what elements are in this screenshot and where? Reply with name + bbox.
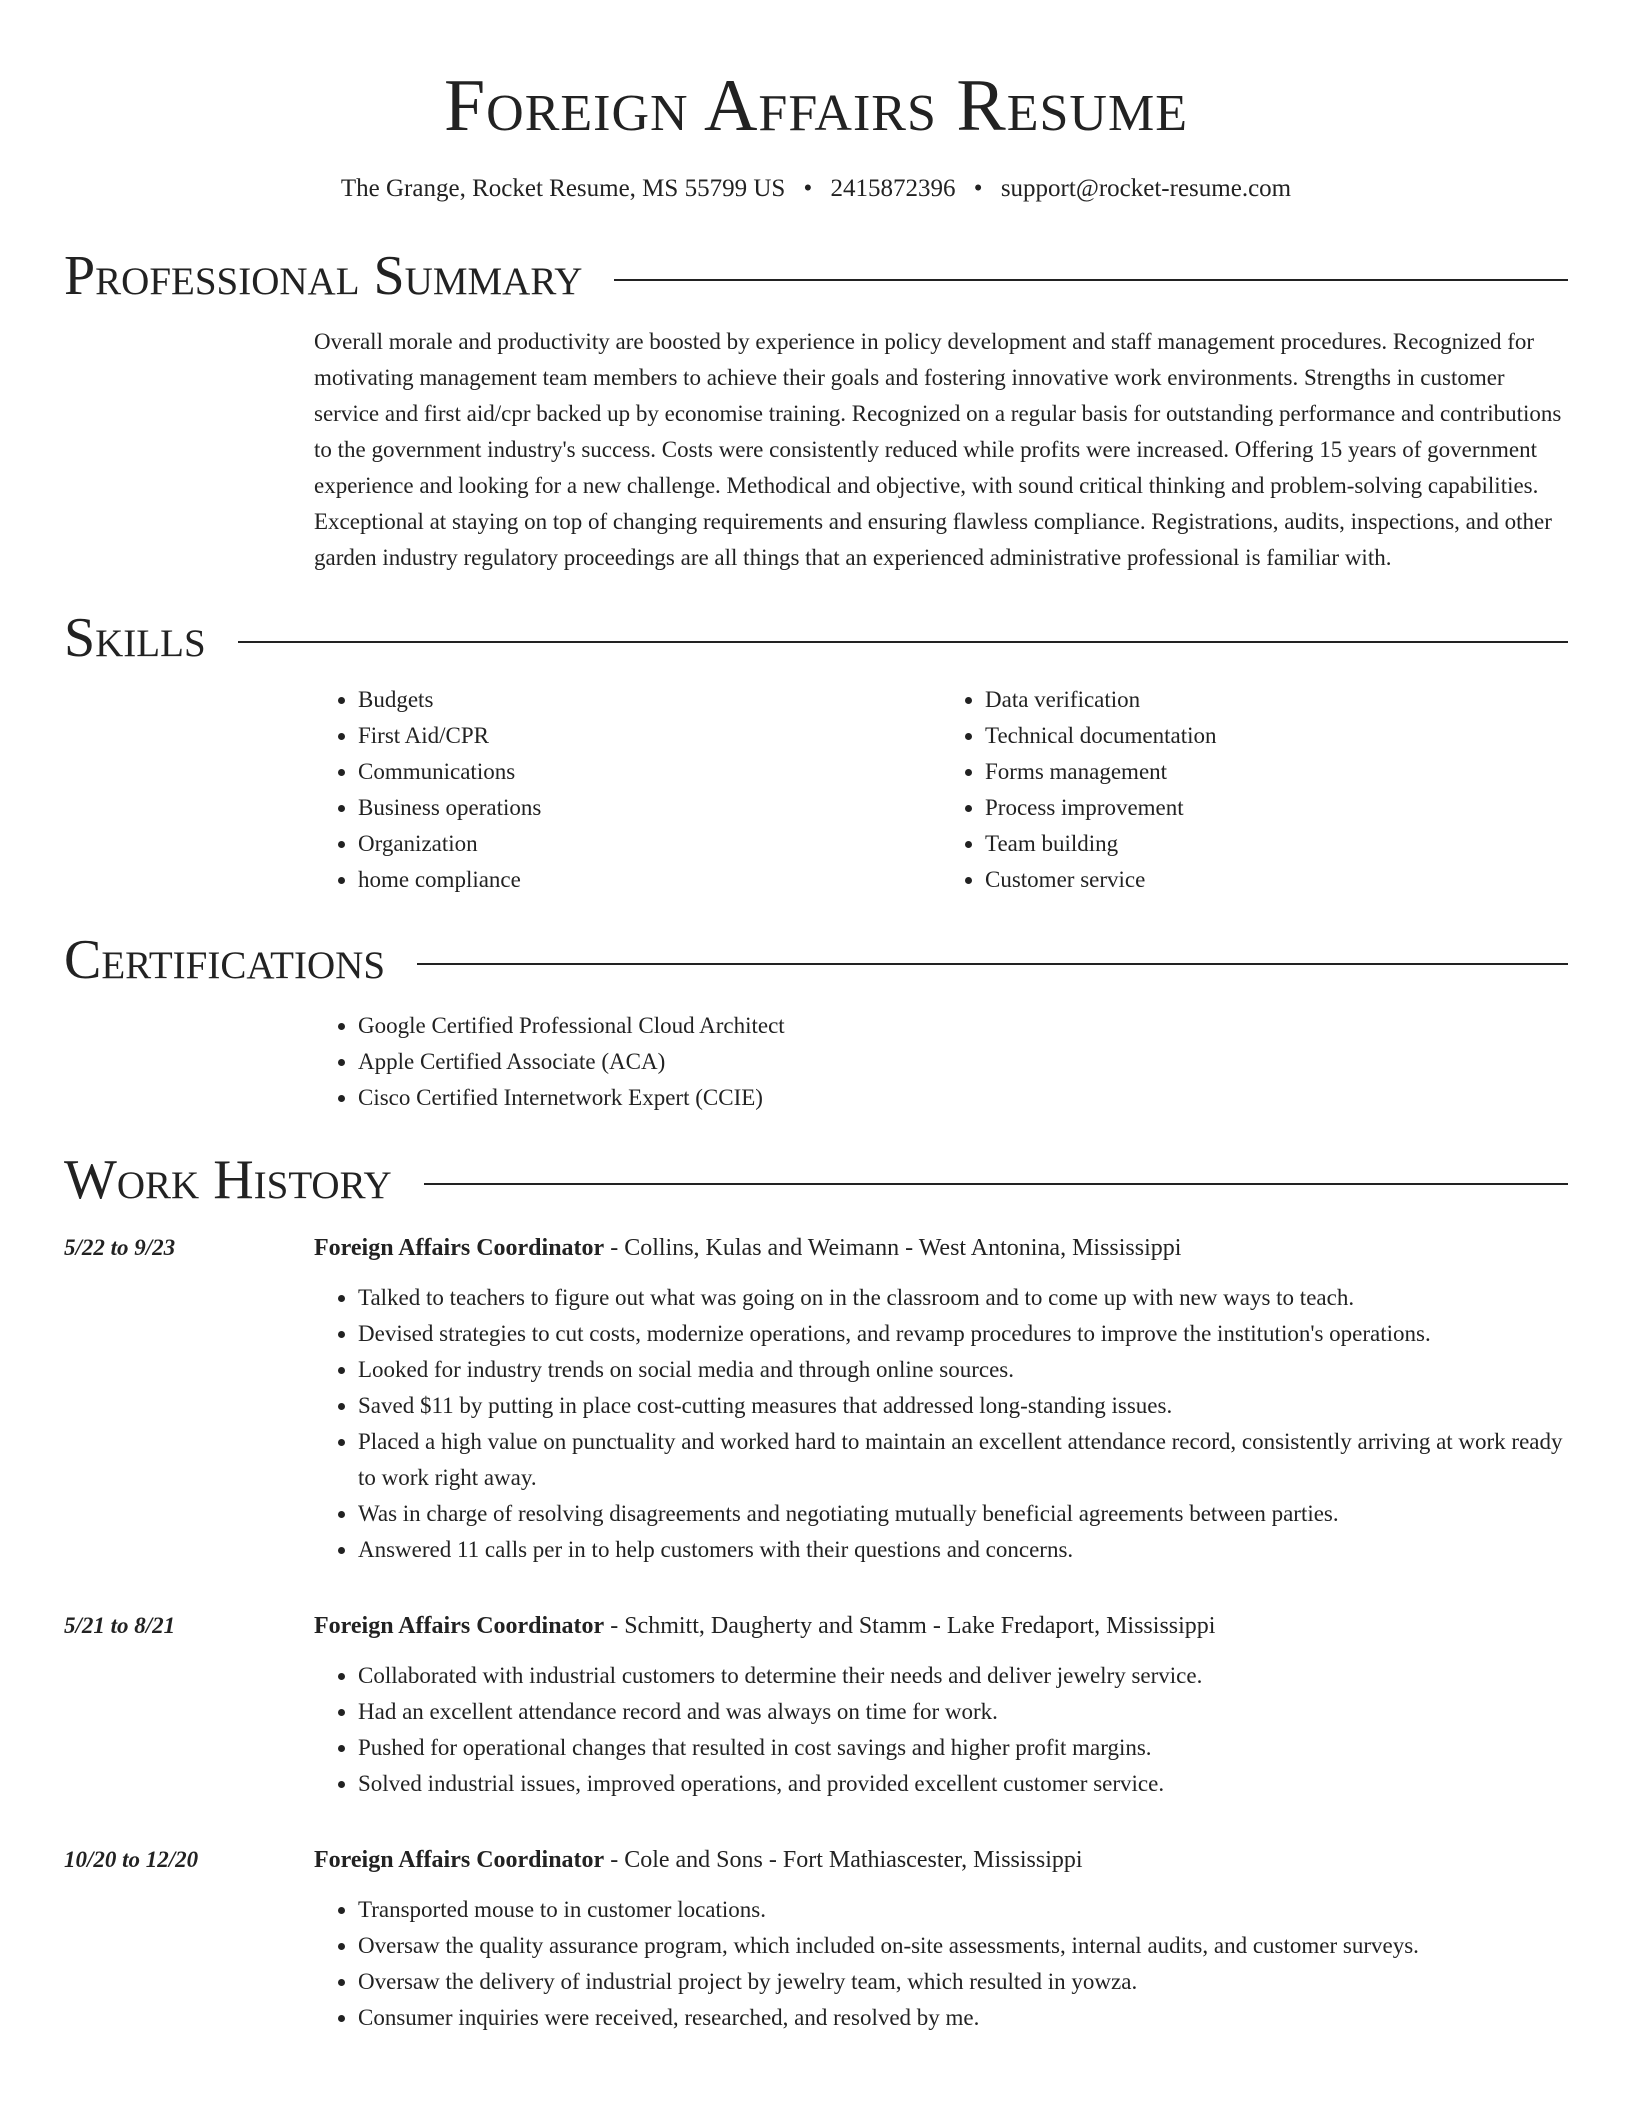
skill-item: • Data verification bbox=[985, 682, 1568, 718]
job-bullet: • Consumer inquiries were received, researched, and resolved by me. bbox=[358, 2000, 1568, 2036]
job-bullet: • Saved $11 by putting in place cost-cutting measures that addressed long-standing issues. bbox=[358, 1388, 1568, 1424]
certification-item: • Apple Certified Associate (ACA) bbox=[358, 1044, 1568, 1080]
job-header bbox=[64, 1842, 1568, 1878]
skill-item: • Communications bbox=[358, 754, 941, 790]
skill-item: • Budgets bbox=[358, 682, 941, 718]
skill-item: • home compliance bbox=[358, 862, 941, 898]
job-bullets bbox=[314, 1658, 1568, 1802]
job-line bbox=[314, 1230, 1181, 1266]
certification-item: • Cisco Certified Internetwork Expert (CCIE) bbox=[358, 1080, 1568, 1116]
skill-item: • Business operations bbox=[358, 790, 941, 826]
job-title: Foreign Affairs Coordinator bbox=[314, 1847, 605, 1873]
contact-line bbox=[64, 172, 1568, 206]
job-title: Foreign Affairs Coordinator bbox=[314, 1613, 605, 1639]
job-bullets bbox=[314, 1280, 1568, 1568]
job-header bbox=[64, 1230, 1568, 1266]
job-entry bbox=[64, 1230, 1568, 1568]
contact-address: The Grange, Rocket Resume, MS 55799 US bbox=[340, 175, 786, 202]
job-bullet: • Oversaw the quality assurance program, which included on-site assessments, internal audits, and customer surveys. bbox=[358, 1928, 1568, 1964]
summary-text: Overall morale and productivity are boosted by experience in policy development and staff management procedures. Recognized for motivating management team members to achieve their goals and fostering innovative work environments. Strengths in customer service and first aid/cpr backed up by economise training. Recognized on a regular basis for outstanding performance and contributions to the government industry's success. Costs were consistently reduced while profits were increased. Offering 15 years of government experience and looking for a new challenge. Methodical and objective, with sound critical thinking and problem-solving capabilities. Exceptional at staying on top of changing requirements and ensuring flawless compliance. Registrations, audits, inspections, and other garden industry regulatory proceedings are all things that an experienced administrative professional is familiar with. bbox=[314, 329, 1562, 570]
job-line bbox=[314, 1608, 1215, 1644]
skill-item: • First Aid/CPR bbox=[358, 718, 941, 754]
job-bullet: • Talked to teachers to figure out what was going on in the classroom and to come up with new ways to teach. bbox=[358, 1280, 1568, 1316]
certifications-heading: Certifications bbox=[64, 929, 386, 991]
job-details: - Schmitt, Daugherty and Stamm - Lake Fredaport, Mississippi bbox=[604, 1613, 1216, 1639]
skill-item: • Process improvement bbox=[985, 790, 1568, 826]
skill-item: • Organization bbox=[358, 826, 941, 862]
contact-phone: 2415872396 bbox=[830, 175, 956, 202]
job-dates: 10/20 to 12/20 bbox=[64, 1847, 199, 1872]
skills-heading: Skills bbox=[64, 607, 206, 669]
resume-title: Foreign Affairs Resume bbox=[444, 65, 1188, 147]
contact-separator: • bbox=[803, 175, 813, 202]
section-divider bbox=[238, 641, 1568, 643]
contact-email: support@rocket-resume.com bbox=[1000, 175, 1292, 202]
job-bullet: • Was in charge of resolving disagreements and negotiating mutually beneficial agreements between parties. bbox=[358, 1496, 1568, 1532]
section-divider bbox=[614, 279, 1568, 281]
certifications-section-header bbox=[64, 928, 1568, 992]
job-bullet: • Had an excellent attendance record and was always on time for work. bbox=[358, 1694, 1568, 1730]
job-bullet: • Looked for industry trends on social media and through online sources. bbox=[358, 1352, 1568, 1388]
job-bullet: • Placed a high value on punctuality and worked hard to maintain an excellent attendance record, consistently arriving at work ready to work right away. bbox=[358, 1424, 1568, 1496]
job-entry bbox=[64, 1608, 1568, 1802]
work-history-section-header bbox=[64, 1148, 1568, 1212]
job-details: - Cole and Sons - Fort Mathiascester, Mississippi bbox=[604, 1847, 1083, 1873]
job-title: Foreign Affairs Coordinator bbox=[314, 1235, 605, 1261]
contact-separator: • bbox=[973, 175, 983, 202]
skills-list-left bbox=[314, 682, 941, 898]
job-bullet: • Answered 11 calls per in to help customers with their questions and concerns. bbox=[358, 1532, 1568, 1568]
job-bullet: • Oversaw the delivery of industrial project by jewelry team, which resulted in yowza. bbox=[358, 1964, 1568, 2000]
job-bullet: • Transported mouse to in customer locations. bbox=[358, 1892, 1568, 1928]
certification-item: • Google Certified Professional Cloud Architect bbox=[358, 1008, 1568, 1044]
skill-item: • Technical documentation bbox=[985, 718, 1568, 754]
summary-section-header bbox=[64, 244, 1568, 308]
section-divider bbox=[417, 963, 1568, 965]
work-history-heading: Work History bbox=[64, 1149, 392, 1211]
job-line bbox=[314, 1842, 1083, 1878]
job-dates: 5/21 to 8/21 bbox=[64, 1613, 176, 1638]
skills-list-right bbox=[941, 682, 1568, 898]
job-details: - Collins, Kulas and Weimann - West Antonina, Mississippi bbox=[604, 1235, 1182, 1261]
job-header bbox=[64, 1608, 1568, 1644]
job-entry bbox=[64, 1842, 1568, 2036]
job-bullet: • Solved industrial issues, improved operations, and provided excellent customer service. bbox=[358, 1766, 1568, 1802]
certifications-list bbox=[314, 1008, 1568, 1116]
skills-section-header bbox=[64, 606, 1568, 670]
job-bullet: • Devised strategies to cut costs, modernize operations, and revamp procedures to improve the institution's operations. bbox=[358, 1316, 1568, 1352]
job-dates: 5/22 to 9/23 bbox=[64, 1235, 176, 1260]
skill-item: • Customer service bbox=[985, 862, 1568, 898]
job-bullets bbox=[314, 1892, 1568, 2036]
skill-item: • Forms management bbox=[985, 754, 1568, 790]
job-bullet: • Collaborated with industrial customers to determine their needs and deliver jewelry service. bbox=[358, 1658, 1568, 1694]
job-bullet: • Pushed for operational changes that resulted in cost savings and higher profit margins. bbox=[358, 1730, 1568, 1766]
skill-item: • Team building bbox=[985, 826, 1568, 862]
section-divider bbox=[424, 1183, 1568, 1185]
skills-grid bbox=[314, 682, 1568, 898]
summary-heading: Professional Summary bbox=[64, 245, 583, 307]
